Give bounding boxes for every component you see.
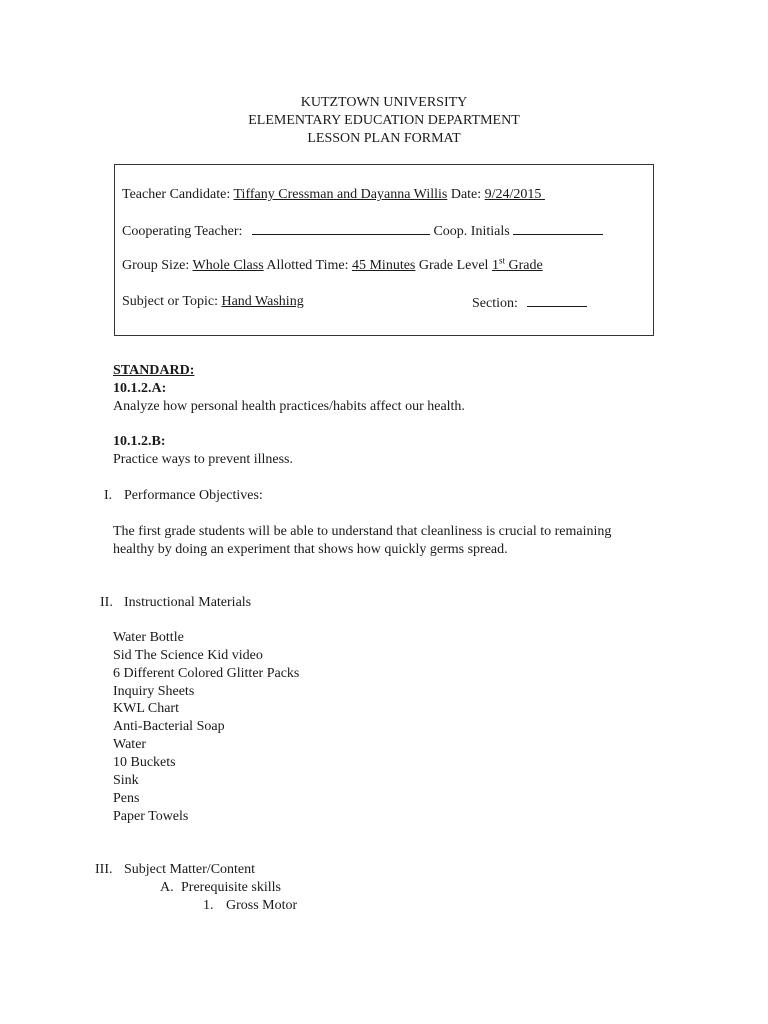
- university-title: KUTZTOWN UNIVERSITY: [300, 95, 468, 110]
- section-row: [472, 293, 587, 312]
- material-item: Anti-Bacterial Soap: [113, 719, 225, 734]
- allotted-time-label: Allotted Time:: [266, 258, 349, 273]
- grade-level-value: 1st Grade: [491, 255, 543, 273]
- standard-code-b: 10.1.2.B:: [113, 434, 166, 449]
- teacher-candidate-row: [122, 186, 545, 203]
- section3-title: Subject Matter/Content: [124, 862, 256, 877]
- coop-initials-label: Coop. Initials: [433, 224, 510, 239]
- coop-initials-blank[interactable]: [513, 221, 603, 235]
- section2-numeral: II.: [100, 595, 113, 610]
- date-value: 9/24/2015: [484, 187, 542, 202]
- material-item: Water: [113, 737, 147, 752]
- section3-item-num: 1.: [203, 898, 214, 913]
- group-size-row: [122, 257, 543, 274]
- section3-item-text: Gross Motor: [226, 898, 298, 913]
- teacher-candidate-value: Tiffany Cressman and Dayanna Willis: [233, 187, 448, 202]
- department-title: ELEMENTARY EDUCATION DEPARTMENT: [248, 113, 520, 128]
- material-item: Water Bottle: [113, 630, 184, 645]
- objective-line-2: healthy by doing an experiment that shows how quickly germs spread.: [113, 542, 508, 557]
- material-item: Paper Towels: [113, 809, 189, 824]
- standard-code-a: 10.1.2.A:: [113, 381, 167, 396]
- group-size-label: Group Size:: [122, 258, 190, 273]
- material-item: Pens: [113, 791, 140, 806]
- section3-numeral: III.: [95, 862, 113, 877]
- group-size-value: Whole Class: [192, 258, 264, 273]
- format-title: LESSON PLAN FORMAT: [307, 131, 461, 146]
- date-label: Date:: [450, 187, 482, 202]
- material-item: Sink: [113, 773, 139, 788]
- standard-heading: STANDARD:: [113, 363, 195, 378]
- section1-title: Performance Objectives:: [124, 488, 263, 503]
- subject-row: [122, 293, 430, 310]
- section1-numeral: I.: [104, 488, 113, 503]
- section3-sub-letter: A.: [160, 880, 174, 895]
- material-item: Sid The Science Kid video: [113, 648, 263, 663]
- section3-sub-title: Prerequisite skills: [181, 880, 281, 895]
- objective-line-1: The first grade students will be able to understand that cleanliness is crucial to remaining: [113, 524, 612, 539]
- teacher-candidate-label: Teacher Candidate:: [122, 187, 231, 202]
- cooperating-teacher-blank[interactable]: [252, 221, 430, 235]
- subject-value: Hand Washing: [221, 294, 304, 309]
- material-item: 10 Buckets: [113, 755, 176, 770]
- section-label: Section:: [472, 296, 518, 311]
- material-item: KWL Chart: [113, 701, 179, 716]
- standard-text-a: Analyze how personal health practices/habits affect our health.: [113, 399, 465, 414]
- material-item: Inquiry Sheets: [113, 684, 195, 699]
- allotted-time-value: 45 Minutes: [351, 258, 416, 273]
- cooperating-teacher-label: Cooperating Teacher:: [122, 224, 243, 239]
- standard-text-b: Practice ways to prevent illness.: [113, 452, 294, 467]
- section-blank[interactable]: [527, 293, 587, 307]
- subject-label: Subject or Topic:: [122, 294, 218, 309]
- material-item: 6 Different Colored Glitter Packs: [113, 666, 300, 681]
- cooperating-teacher-row: [122, 221, 603, 240]
- grade-level-label: Grade Level: [418, 258, 489, 273]
- section2-title: Instructional Materials: [124, 595, 252, 610]
